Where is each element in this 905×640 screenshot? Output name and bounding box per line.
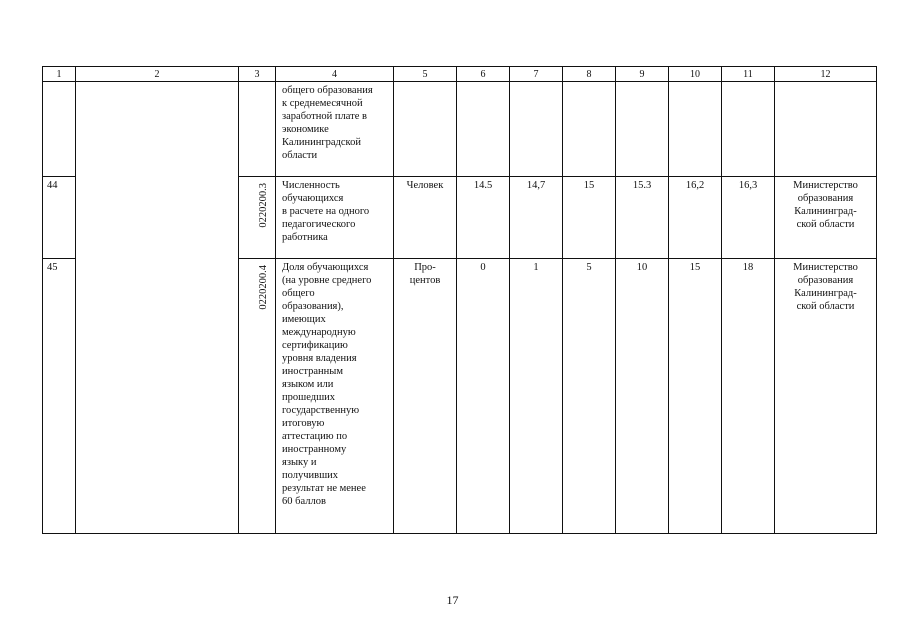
cell-num [43, 82, 76, 177]
indicator-text: общего образования к среднемесячной заработной плате в экономике Калининградской области [282, 85, 373, 161]
cell-value: 15 [669, 259, 722, 534]
indicator-code: 0220200.3 [258, 183, 269, 228]
cell-responsible: Министерство образования Калининград- ской области [775, 259, 877, 534]
indicator-code: 0220200.4 [258, 265, 269, 310]
header-col-6: 6 [457, 67, 510, 82]
header-col-12: 12 [775, 67, 877, 82]
cell-value [457, 82, 510, 177]
cell-value: 16,2 [669, 177, 722, 259]
page-number: 17 [446, 593, 459, 607]
cell-num: 45 [43, 259, 76, 534]
cell-value: 14,7 [510, 177, 563, 259]
cell-indicator [276, 177, 394, 259]
cell-indicator [276, 82, 394, 177]
cell-value: 10 [616, 259, 669, 534]
cell-code [239, 259, 276, 534]
cell-indicator [276, 259, 394, 534]
cell-value [510, 82, 563, 177]
cell-unit: Про- центов [394, 259, 457, 534]
cell-num: 44 [43, 177, 76, 259]
cell-value: 15 [563, 177, 616, 259]
header-col-5: 5 [394, 67, 457, 82]
cell-value: 15.3 [616, 177, 669, 259]
cell-value: 14.5 [457, 177, 510, 259]
header-col-3: 3 [239, 67, 276, 82]
cell-responsible [775, 82, 877, 177]
cell-value: 0 [457, 259, 510, 534]
indicator-text: Численность обучающихся в расчете на одного педагогического работника [282, 180, 370, 243]
cell-blank [76, 82, 239, 534]
cell-unit: Человек [394, 177, 457, 259]
header-col-4: 4 [276, 67, 394, 82]
cell-code [239, 82, 276, 177]
cell-value: 16,3 [722, 177, 775, 259]
cell-value [616, 82, 669, 177]
cell-responsible: Министерство образования Калининград- ской области [775, 177, 877, 259]
cell-value: 5 [563, 259, 616, 534]
cell-code [239, 177, 276, 259]
cell-value [669, 82, 722, 177]
header-col-10: 10 [669, 67, 722, 82]
cell-value [563, 82, 616, 177]
header-col-9: 9 [616, 67, 669, 82]
cell-value [722, 82, 775, 177]
header-col-7: 7 [510, 67, 563, 82]
cell-unit [394, 82, 457, 177]
cell-value: 1 [510, 259, 563, 534]
header-col-1: 1 [43, 67, 76, 82]
header-col-8: 8 [563, 67, 616, 82]
indicators-table [42, 66, 877, 534]
table-row-continuation [43, 82, 877, 177]
header-row [43, 67, 877, 82]
header-col-11: 11 [722, 67, 775, 82]
cell-value: 18 [722, 259, 775, 534]
header-col-2: 2 [76, 67, 239, 82]
indicator-text: Доля обучающихся (на уровне среднего общего образования), имеющих международную сертификацию уровня владения иностранным языком или прошедших государственную итоговую аттестацию по иностранному языку и получивших результат не менее 60 баллов [282, 262, 372, 507]
